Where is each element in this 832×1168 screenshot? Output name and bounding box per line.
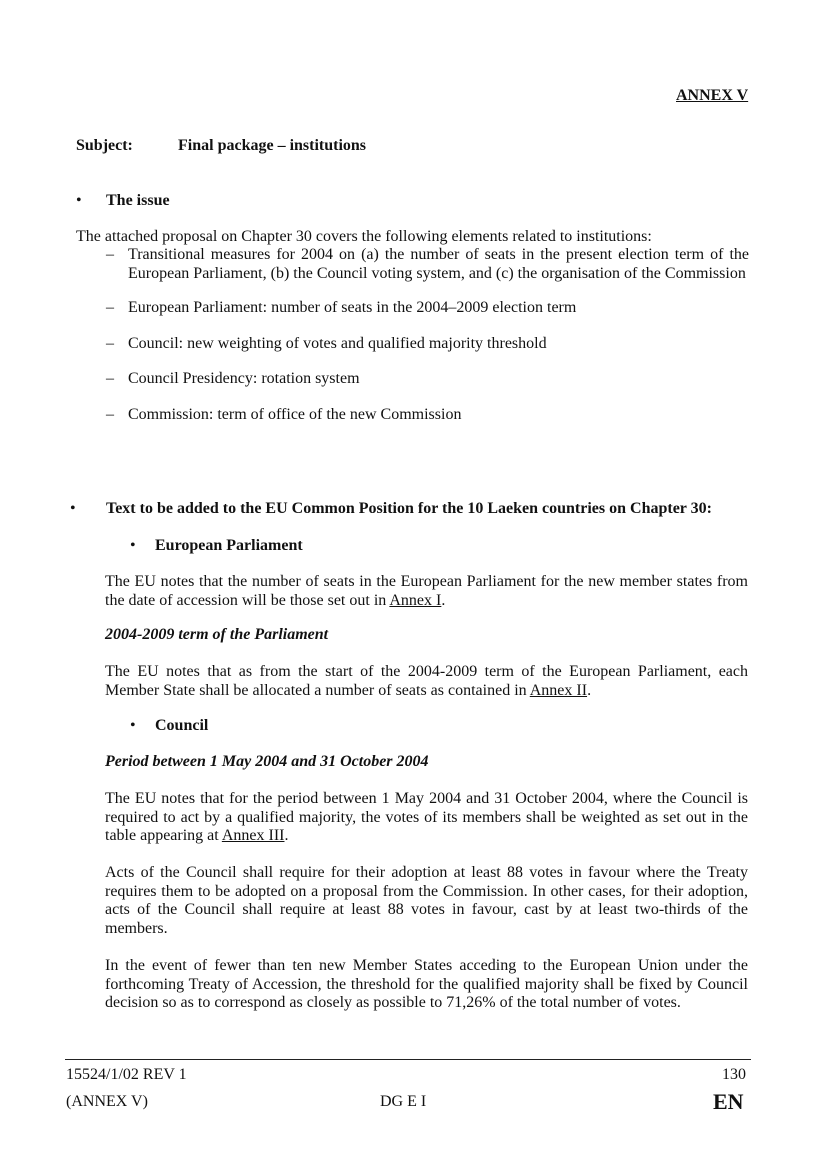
subject-value: Final package – institutions (178, 137, 367, 154)
footer-annex: (ANNEX V) (66, 1093, 148, 1110)
issue-heading (76, 191, 170, 210)
footer-page-number: 130 (722, 1066, 746, 1083)
list-item: – Commission: term of office of the new Commission (106, 405, 462, 423)
list-item: – Council Presidency: rotation system (106, 370, 360, 387)
text-section-heading (70, 499, 760, 518)
bullet-icon: • (70, 500, 76, 517)
bullet-icon: • (130, 717, 136, 734)
ep-paragraph-1: The EU notes that the number of seats in the European Parliament for the new member states from the date of accession will be those set out in Annex I. (105, 573, 748, 609)
council-paragraph-3: In the event of fewer than ten new Member States acceding to the European Union under the forthcoming Treaty of Accession, the threshold for the qualified majority shall be fixed by Council decision so as to correspond as closely as possible to 71,26% of the total number of votes. (105, 957, 748, 1011)
issue-list (106, 246, 749, 424)
ep-subheading: 2004-2009 term of the Parliament (105, 626, 329, 643)
text-section-heading-text: Text to be added to the EU Common Position for the 10 Laeken countries on Chapter 30: (106, 500, 712, 517)
issue-heading-text: The issue (106, 192, 170, 209)
list-item: – Transitional measures for 2004 on (a) the number of seats in the present election term of the European Parliament, (b) the Council voting system, and (c) the organisation of the Commission (106, 246, 749, 282)
subject-label: Subject: (76, 137, 133, 154)
issue-intro: The attached proposal on Chapter 30 covers the following elements related to institutions: (76, 228, 652, 245)
ep-paragraph-2: The EU notes that as from the start of the 2004-2009 term of the European Parliament, each Member State shall be allocated a number of seats as contained in Annex II. (105, 663, 748, 699)
ep-heading-text: European Parliament (155, 537, 303, 554)
council-paragraph-1: The EU notes that for the period between 1 May 2004 and 31 October 2004, where the Council is required to act by a qualified majority, the votes of its members shall be weighted as set out in the table appearing at Annex III. (105, 790, 748, 844)
annex-i-link[interactable]: Annex I (389, 591, 442, 609)
footer-language: EN (713, 1089, 744, 1114)
ep-heading (130, 536, 303, 555)
bullet-icon: • (76, 192, 82, 209)
footer-doc-ref: 15524/1/02 REV 1 (66, 1066, 187, 1083)
annex-iii-link[interactable]: Annex III (221, 827, 285, 844)
subject-line (76, 137, 366, 155)
footer-dg: DG E I (380, 1093, 427, 1110)
council-heading-text: Council (155, 717, 209, 734)
list-item: – Council: new weighting of votes and qualified majority threshold (106, 334, 547, 352)
footer-divider (65, 1059, 751, 1060)
council-heading (130, 716, 208, 735)
bullet-icon: • (130, 537, 136, 554)
annex-title: ANNEX V (676, 87, 749, 104)
annex-ii-link[interactable]: Annex II (529, 681, 588, 699)
council-paragraph-2: Acts of the Council shall require for their adoption at least 88 votes in favour where the Treaty requires them to be adopted on a proposal from the Commission. In other cases, for their adoption, acts of the Council shall require at least 88 votes in favour, cast by at least two-thirds of the members. (105, 864, 748, 937)
list-item: – European Parliament: number of seats in the 2004–2009 election term (106, 299, 577, 316)
council-subheading: Period between 1 May 2004 and 31 October 2004 (105, 753, 429, 770)
